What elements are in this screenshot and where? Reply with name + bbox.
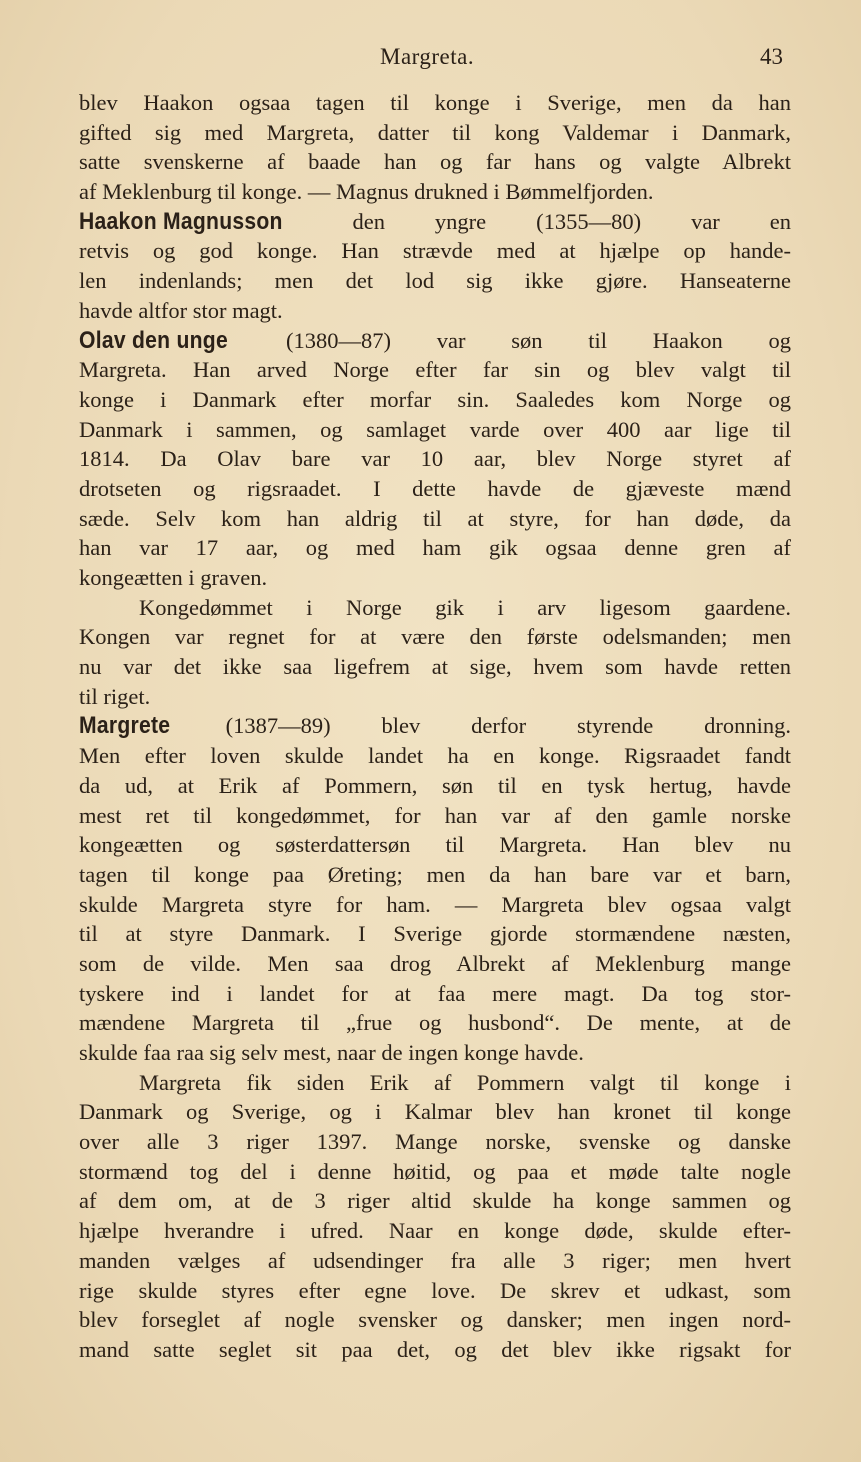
line-text: tagen til konge paa Øreting; men da han bare var et barn, (79, 861, 791, 887)
text-line (79, 296, 791, 326)
text-line (79, 652, 791, 682)
line-text: 1814. Da Olav bare var 10 aar, blev Norge styret af (79, 446, 791, 472)
text-line (79, 533, 791, 563)
line-text: skulde Margreta styre for ham. — Margreta blev ogsaa valgt (79, 891, 791, 917)
text-line (79, 1038, 791, 1068)
text-line (79, 860, 791, 890)
text-line (79, 88, 791, 118)
text-line (79, 949, 791, 979)
line-text: mand satte seglet sit paa det, og det blev ikke rigsakt for (79, 1336, 791, 1362)
text-line (79, 1186, 791, 1216)
line-text: Danmark i sammen, og samlaget varde over 400 aar lige til (79, 416, 791, 442)
text-line (79, 177, 791, 207)
line-text: stormænd tog del i denne høitid, og paa et møde talte nogle (79, 1158, 791, 1184)
running-title: Margreta. (380, 44, 475, 69)
line-text: (1380—87) var søn til Haakon og (240, 327, 791, 353)
line-text: Kongedømmet i Norge gik i arv ligesom gaardene. (139, 594, 791, 620)
text-line (79, 1246, 791, 1276)
line-text: Kongen var regnet for at være den første odelsmanden; men (79, 624, 791, 650)
line-text: manden vælges af udsendinger fra alle 3 riger; men hvert (79, 1247, 791, 1273)
text-line (79, 415, 791, 445)
section-heading: Margrete (79, 712, 171, 740)
line-text: konge i Danmark efter morfar sin. Saaledes kom Norge og (79, 386, 791, 412)
text-line (79, 1097, 791, 1127)
section-heading: Olav den unge (79, 326, 228, 354)
text-line (79, 801, 791, 831)
line-text: rige skulde styres efter egne love. De skrev et udkast, som (79, 1277, 791, 1303)
text-line (79, 147, 791, 177)
section-heading: Haakon Magnusson (79, 207, 283, 235)
text-line (79, 830, 791, 860)
text-line (79, 474, 791, 504)
text-line (79, 979, 791, 1009)
text-line (79, 593, 791, 623)
text-line (79, 207, 791, 237)
text-line (79, 890, 791, 920)
line-text: nu var det ikke saa ligefrem at sige, hvem som havde retten (79, 654, 791, 680)
line-text: som de vilde. Men saa drog Albrekt af Meklenburg mange (79, 950, 791, 976)
line-text: retvis og god konge. Han strævde med at hjælpe op hande- (79, 238, 791, 264)
text-line (79, 118, 791, 148)
line-text: havde altfor stor magt. (79, 297, 283, 323)
text-line (79, 1157, 791, 1187)
text-line (79, 1216, 791, 1246)
text-line (79, 504, 791, 534)
line-text: Margreta. Han arved Norge efter far sin og blev valgt til (79, 357, 791, 383)
line-text: af dem om, at de 3 riger altid skulde ha konge sammen og (79, 1188, 791, 1214)
text-line (79, 326, 791, 356)
text-line (79, 919, 791, 949)
text-line (79, 1127, 791, 1157)
text-line (79, 1335, 791, 1365)
line-text: skulde faa raa sig selv mest, naar de ingen konge havde. (79, 1040, 584, 1065)
text-line (79, 444, 791, 474)
body-text (79, 88, 791, 1365)
text-line (79, 563, 791, 593)
line-text: den yngre (1355—80) var en (302, 208, 791, 234)
line-text: blev Haakon ogsaa tagen til konge i Sverige, men da han (79, 90, 791, 115)
line-text: gifted sig med Margreta, datter til kong Valdemar i Danmark, (79, 119, 791, 145)
line-text: len indenlands; men det lod sig ikke gjøre. Hanseaterne (79, 268, 791, 294)
line-text: drotseten og rigsraadet. I dette havde de gjæveste mænd (79, 475, 791, 501)
line-text: til at styre Danmark. I Sverige gjorde stormændene næsten, (79, 921, 791, 947)
line-text: sæde. Selv kom han aldrig til at styre, for han døde, da (79, 505, 791, 531)
line-text: da ud, at Erik af Pommern, søn til en tysk hertug, havde (79, 772, 791, 798)
line-text: kongeætten i graven. (79, 565, 268, 590)
text-line (79, 355, 791, 385)
line-text: hjælpe hverandre i ufred. Naar en konge døde, skulde efter- (79, 1218, 791, 1244)
text-line (79, 1276, 791, 1306)
line-text: mændene Margreta til „frue og husbond“. De mente, at de (79, 1010, 791, 1036)
text-line (79, 1008, 791, 1038)
line-text: kongeætten og søsterdattersøn til Margreta. Han blev nu (79, 832, 791, 858)
line-text: satte svenskerne af baade han og far hans og valgte Albrekt (79, 149, 791, 175)
line-text: mest ret til kongedømmet, for han var af den gamle norske (79, 802, 791, 828)
line-text: blev forseglet af nogle svensker og dansker; men ingen nord- (79, 1307, 791, 1333)
text-line (79, 771, 791, 801)
text-line (79, 1305, 791, 1335)
text-line (79, 385, 791, 415)
line-text: Men efter loven skulde landet ha en konge. Rigsraadet fandt (79, 743, 791, 769)
page-number: 43 (760, 44, 783, 69)
line-text: Danmark og Sverige, og i Kalmar blev han kronet til konge (79, 1099, 791, 1125)
line-text: han var 17 aar, og med ham gik ogsaa denne gren af (79, 535, 791, 561)
text-line (79, 622, 791, 652)
line-text: Margreta fik siden Erik af Pommern valgt til konge i (139, 1069, 791, 1095)
line-text: tyskere ind i landet for at faa mere magt. Da tog stor- (79, 980, 791, 1006)
line-text: af Meklenburg til konge. — Magnus drukned i Bømmelfjorden. (79, 179, 654, 205)
text-line (79, 236, 791, 266)
text-line (79, 711, 791, 741)
line-text: (1387—89) blev derfor styrende dronning. (174, 713, 791, 739)
line-text: til riget. (79, 683, 151, 709)
text-line (79, 1068, 791, 1098)
text-line (79, 741, 791, 771)
text-line (79, 266, 791, 296)
line-text: over alle 3 riger 1397. Mange norske, svenske og danske (79, 1129, 791, 1155)
text-line (79, 682, 791, 712)
page-header (0, 44, 861, 76)
